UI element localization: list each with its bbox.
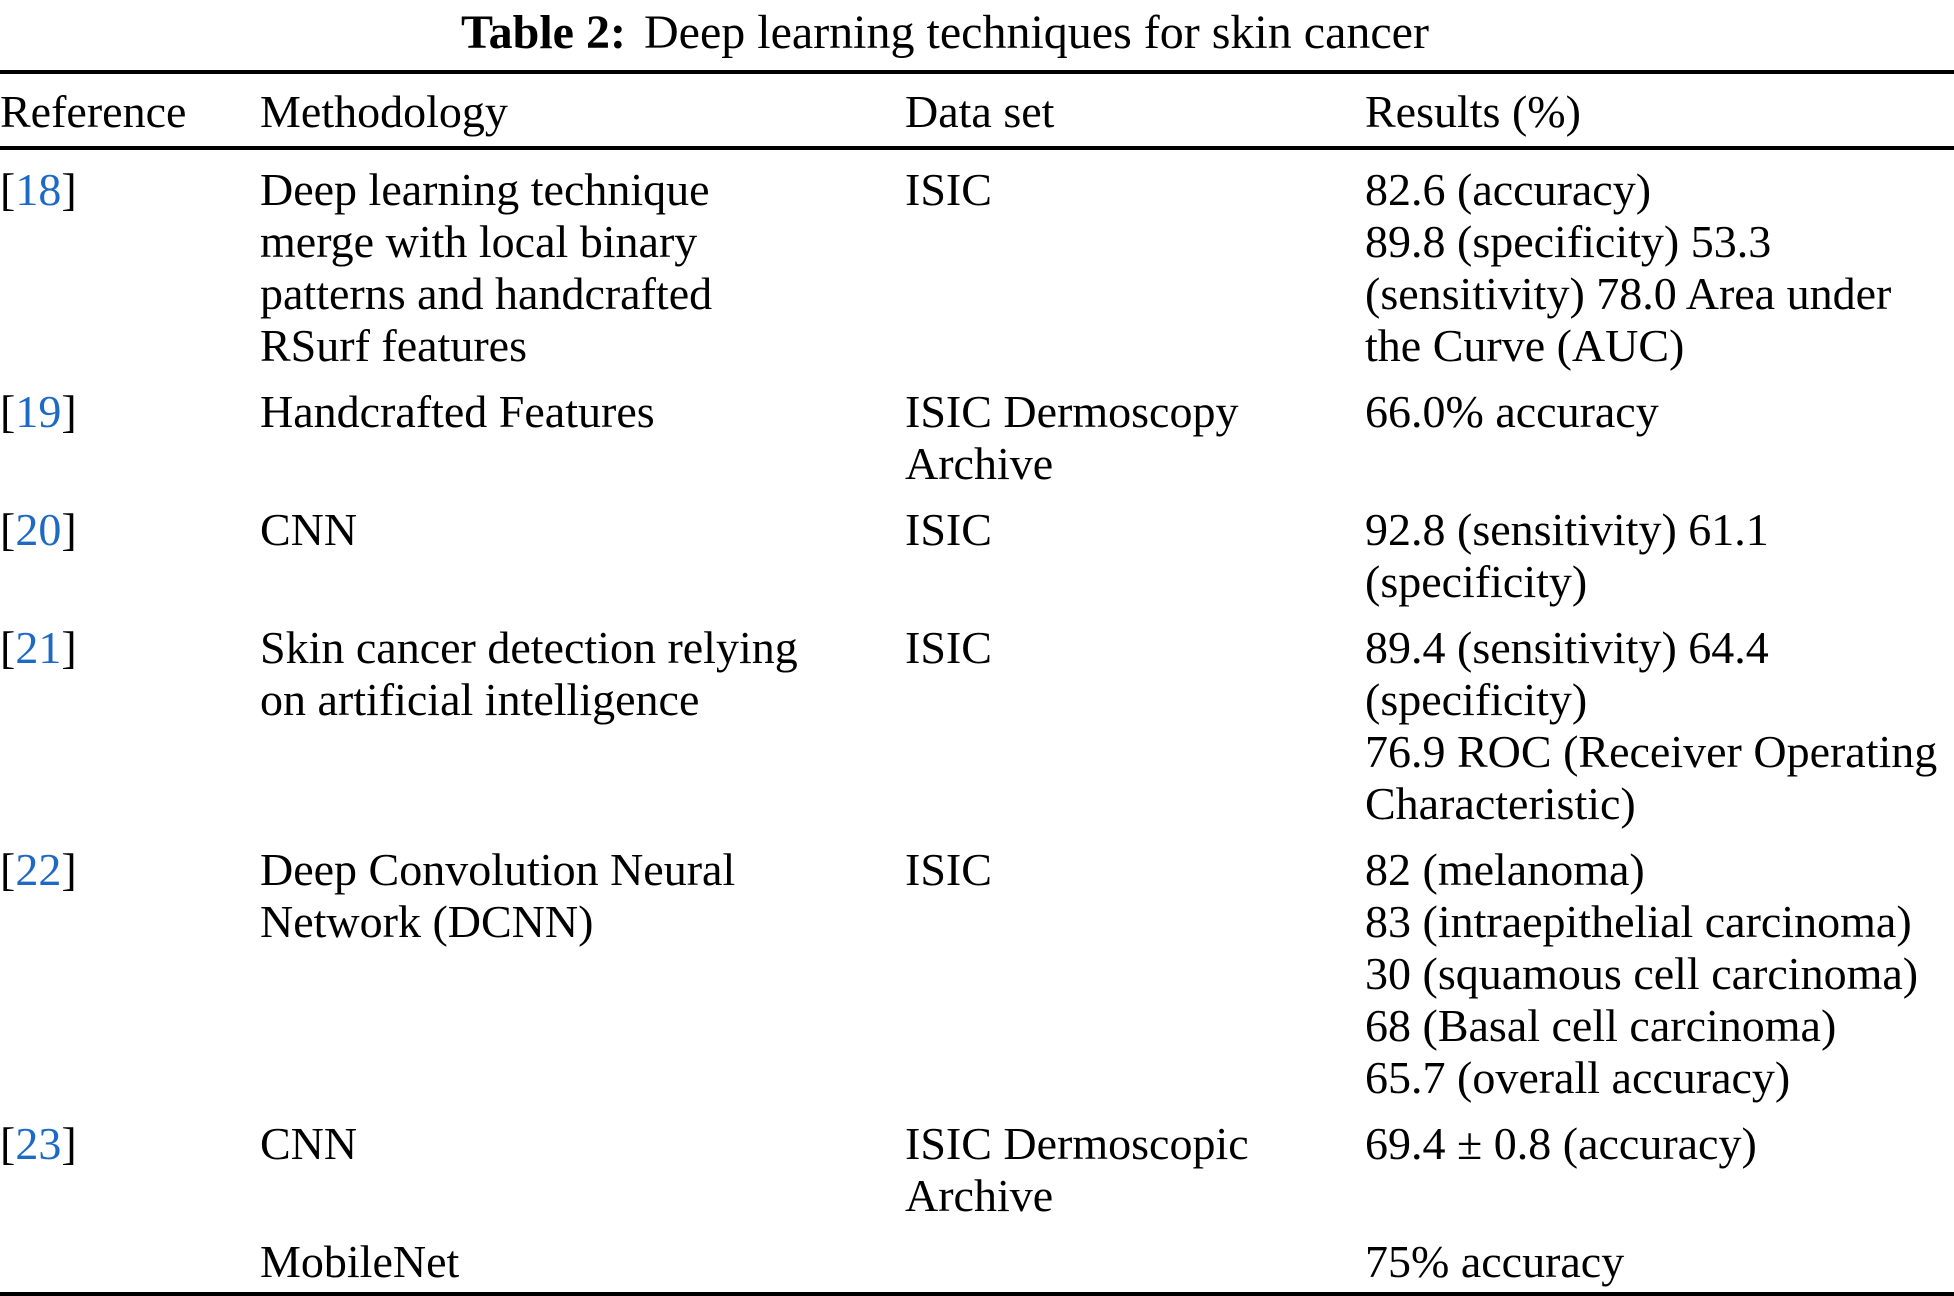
techniques-table [0,70,1954,1296]
reference-cell: [22] [0,844,77,895]
methodology-line: Deep learning technique [260,164,710,215]
methodology-line: merge with local binary [260,216,698,267]
citation-link[interactable]: 21 [15,622,62,673]
methodology-line: RSurf features [260,320,527,371]
methodology-cell [260,844,905,1118]
methodology-line: Deep Convolution Neural [260,844,736,895]
results-line: 69.4 ± 0.8 (accuracy) [1365,1118,1757,1169]
methodology-line: Handcrafted Features [260,386,655,437]
results-line: 75% accuracy [1365,1236,1625,1287]
methodology-line: CNN [260,1118,358,1169]
column-header-results: Results (%) [1365,72,1954,148]
results-cell [1365,386,1954,504]
results-cell [1365,148,1954,386]
results-line: 89.8 (specificity) 53.3 [1365,216,1772,267]
citation-link[interactable]: 18 [15,164,62,215]
results-line: 82.6 (accuracy) [1365,164,1652,215]
results-line: 92.8 (sensitivity) 61.1 [1365,504,1769,555]
methodology-cell [260,1236,905,1295]
dataset-line: ISIC Dermoscopy [905,386,1239,437]
column-header-methodology: Methodology [260,72,905,148]
reference-cell: [23] [0,1118,77,1169]
methodology-line: on artificial intelligence [260,674,700,725]
table-row [0,1118,1954,1236]
results-line: 30 (squamous cell carcinoma) [1365,948,1919,999]
table-row [0,386,1954,504]
results-line: (specificity) [1365,556,1588,607]
table-caption [0,0,1954,70]
dataset-cell [905,1118,1365,1236]
table-body [0,148,1954,1295]
citation-link[interactable]: 20 [15,504,62,555]
results-cell [1365,504,1954,622]
table-row [0,844,1954,1118]
methodology-cell [260,622,905,844]
results-line: (specificity) [1365,674,1588,725]
results-line: 82 (melanoma) [1365,844,1645,895]
methodology-cell [260,386,905,504]
reference-cell: [20] [0,504,77,555]
results-line: Characteristic) [1365,778,1636,829]
dataset-line: ISIC [905,164,992,215]
table-caption-text: Deep learning techniques for skin cancer [643,6,1429,59]
results-line: 83 (intraepithelial carcinoma) [1365,896,1912,947]
methodology-cell [260,1118,905,1236]
table-row [0,622,1954,844]
methodology-line: Network (DCNN) [260,896,594,947]
dataset-cell [905,504,1365,622]
dataset-line: ISIC [905,622,992,673]
results-cell [1365,844,1954,1118]
reference-cell: [18] [0,164,77,215]
results-line: 76.9 ROC (Receiver Operating [1365,726,1938,777]
methodology-line: Skin cancer detection relying [260,622,798,673]
dataset-cell [905,148,1365,386]
column-header-reference: Reference [0,72,260,148]
results-line: 89.4 (sensitivity) 64.4 [1365,622,1769,673]
dataset-cell [905,1236,1365,1295]
results-line: 65.7 (overall accuracy) [1365,1052,1791,1103]
results-cell [1365,1236,1954,1295]
table-row [0,504,1954,622]
table-header [0,72,1954,148]
dataset-line: ISIC [905,504,992,555]
results-cell [1365,1118,1954,1236]
methodology-cell [260,148,905,386]
dataset-line: Archive [905,438,1054,489]
methodology-line: MobileNet [260,1236,460,1287]
table-caption-label: Table 2: [461,6,626,59]
citation-link[interactable]: 19 [15,386,62,437]
column-header-dataset: Data set [905,72,1365,148]
methodology-cell [260,504,905,622]
reference-cell [0,1236,260,1295]
results-line: 68 (Basal cell carcinoma) [1365,1000,1837,1051]
citation-link[interactable]: 23 [15,1118,62,1169]
dataset-cell [905,844,1365,1118]
results-cell [1365,622,1954,844]
table-row [0,1236,1954,1295]
dataset-cell [905,622,1365,844]
reference-cell: [19] [0,386,77,437]
dataset-line: Archive [905,1170,1054,1221]
table-row [0,148,1954,386]
methodology-line: patterns and handcrafted [260,268,713,319]
citation-link[interactable]: 22 [15,844,62,895]
methodology-line: CNN [260,504,358,555]
reference-cell: [21] [0,622,77,673]
results-line: the Curve (AUC) [1365,320,1685,371]
dataset-line: ISIC Dermoscopic [905,1118,1249,1169]
dataset-cell [905,386,1365,504]
dataset-line: ISIC [905,844,992,895]
results-line: (sensitivity) 78.0 Area under [1365,268,1892,319]
results-line: 66.0% accuracy [1365,386,1659,437]
